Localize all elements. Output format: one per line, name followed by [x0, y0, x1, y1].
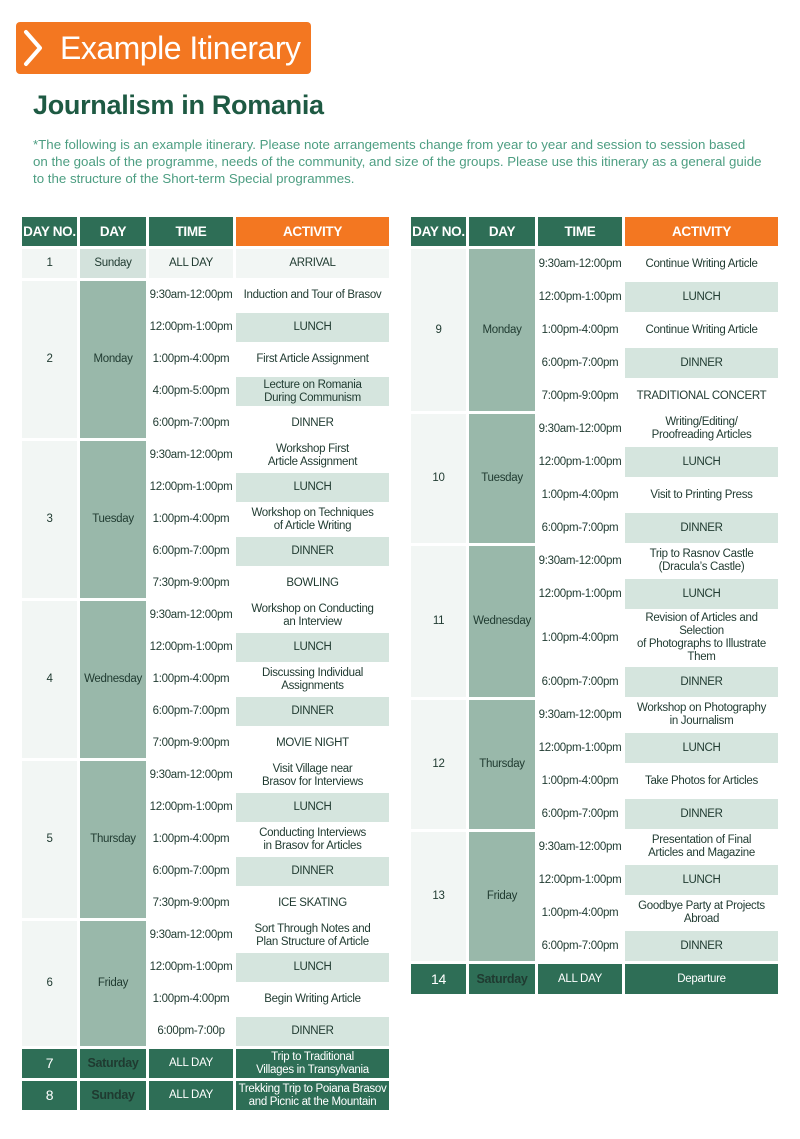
table-row	[411, 249, 778, 279]
table-row	[22, 601, 389, 630]
activity-cell	[236, 345, 389, 374]
day-number-cell: 2	[22, 281, 77, 438]
activity-cell	[625, 447, 778, 477]
time-cell: 6:00pm-7:00pm	[538, 799, 622, 829]
day-number-cell: 13	[411, 832, 466, 961]
table-row	[22, 377, 389, 406]
table-row	[22, 857, 389, 886]
time-cell: 9:30am-12:00pm	[538, 832, 622, 862]
activity-cell	[236, 633, 389, 662]
activity-cell	[236, 249, 389, 278]
activity-line: LUNCH	[293, 961, 332, 973]
header-time: TIME	[149, 217, 233, 246]
activity-cell	[236, 1017, 389, 1046]
day-number-cell: 8	[22, 1081, 77, 1110]
activity-cell	[236, 857, 389, 886]
activity-line: BOWLING	[286, 577, 339, 589]
table-row	[22, 985, 389, 1014]
day-name-cell: Wednesday	[469, 546, 535, 697]
header-day-no: DAY NO.	[22, 217, 77, 246]
day-number-cell: 6	[22, 921, 77, 1046]
time-cell: 7:00pm-9:00pm	[538, 381, 622, 411]
time-cell: ALL DAY	[149, 1081, 233, 1110]
activity-line: MOVIE NIGHT	[276, 737, 349, 749]
activity-cell	[625, 700, 778, 730]
activity-cell	[236, 921, 389, 950]
day-name-cell: Thursday	[469, 700, 535, 829]
day-name-cell: Saturday	[80, 1049, 146, 1078]
activity-line: Workshop on Techniques	[251, 506, 374, 519]
activity-cell	[625, 414, 778, 444]
activity-line: Plan Structure of Article	[256, 935, 369, 948]
time-cell: 6:00pm-7:00pm	[149, 409, 233, 438]
activity-line: During Communism	[264, 391, 361, 404]
activity-line: DINNER	[291, 705, 334, 717]
time-cell: 12:00pm-1:00pm	[538, 865, 622, 895]
activity-cell	[236, 377, 389, 406]
day-number-cell: 4	[22, 601, 77, 758]
table-row	[22, 1049, 389, 1078]
table-row	[22, 281, 389, 310]
activity-cell	[625, 282, 778, 312]
time-cell: 1:00pm-4:00pm	[149, 825, 233, 854]
time-cell: 12:00pm-1:00pm	[149, 313, 233, 342]
activity-line: Brasov for Interviews	[261, 775, 364, 788]
activity-cell	[236, 825, 389, 854]
time-cell: 1:00pm-4:00pm	[538, 898, 622, 928]
table-row	[411, 315, 778, 345]
activity-line: Visit to Printing Press	[650, 488, 753, 501]
time-cell: 9:30am-12:00pm	[538, 700, 622, 730]
time-cell: 1:00pm-4:00pm	[538, 766, 622, 796]
time-cell: 12:00pm-1:00pm	[538, 579, 622, 609]
time-cell: ALL DAY	[149, 1049, 233, 1078]
activity-cell	[236, 697, 389, 726]
activity-line: Article Assignment	[267, 455, 358, 468]
time-cell: 6:00pm-7:00pm	[149, 537, 233, 566]
time-cell: 1:00pm-4:00pm	[538, 315, 622, 345]
time-cell: 6:00pm-7:00pm	[149, 857, 233, 886]
activity-line: Presentation of Final	[651, 834, 752, 846]
activity-line: Revision of Articles and Selection	[645, 612, 758, 637]
table-row	[411, 612, 778, 664]
time-cell: 9:30am-12:00pm	[149, 921, 233, 950]
time-cell: 9:30am-12:00pm	[538, 414, 622, 444]
day-number-cell: 9	[411, 249, 466, 411]
header-activity: ACTIVITY	[236, 217, 389, 246]
activity-cell	[236, 441, 389, 470]
activity-line: Sort Through Notes and	[254, 922, 371, 935]
activity-cell	[625, 480, 778, 510]
table-row	[411, 513, 778, 543]
table-row	[411, 700, 778, 730]
activity-line: ICE SKATING	[278, 897, 347, 909]
header-time: TIME	[538, 217, 622, 246]
activity-cell	[236, 1049, 389, 1078]
time-cell: 4:00pm-5:00pm	[149, 377, 233, 406]
day-number-cell: 10	[411, 414, 466, 543]
table-row	[22, 313, 389, 342]
activity-line: Proofreading Articles	[651, 429, 752, 441]
day-number-cell: 3	[22, 441, 77, 598]
chevron-right-icon	[18, 28, 48, 68]
time-cell: ALL DAY	[149, 249, 233, 278]
activity-line: DINNER	[680, 521, 723, 534]
activity-line: in Journalism	[669, 715, 734, 727]
time-cell: 6:00pm-7:00pm	[538, 513, 622, 543]
time-cell: 12:00pm-1:00pm	[149, 953, 233, 982]
activity-line: LUNCH	[293, 321, 332, 333]
activity-cell	[236, 313, 389, 342]
time-cell: 9:30am-12:00pm	[149, 601, 233, 630]
activity-line: First Article Assignment	[256, 353, 369, 365]
activity-cell	[625, 799, 778, 829]
time-cell: 6:00pm-7:00pm	[149, 697, 233, 726]
activity-line: DINNER	[291, 1025, 334, 1037]
day-number-cell: 5	[22, 761, 77, 918]
table-row	[22, 953, 389, 982]
time-cell: 1:00pm-4:00pm	[538, 612, 622, 664]
time-cell: 12:00pm-1:00pm	[538, 447, 622, 477]
time-cell: 9:30am-12:00pm	[149, 441, 233, 470]
activity-cell	[625, 733, 778, 763]
activity-line: LUNCH	[682, 290, 721, 303]
table-row	[22, 889, 389, 918]
day-name-cell: Sunday	[80, 249, 146, 278]
time-cell: 12:00pm-1:00pm	[538, 733, 622, 763]
time-cell: 12:00pm-1:00pm	[149, 793, 233, 822]
activity-cell	[236, 1081, 389, 1110]
time-cell: 6:00pm-7:00pm	[538, 931, 622, 961]
time-cell: 6:00pm-7:00pm	[538, 667, 622, 697]
activity-line: Goodbye Party at Projects Abroad	[638, 900, 765, 925]
time-cell: 7:30pm-9:00pm	[149, 889, 233, 918]
activity-line: DINNER	[680, 939, 723, 952]
activity-line: LUNCH	[682, 741, 721, 754]
activity-line: Trekking Trip to Poiana Brasov	[238, 1082, 387, 1095]
table-row	[22, 697, 389, 726]
activity-line: an Interview	[283, 615, 342, 628]
time-cell: 1:00pm-4:00pm	[149, 665, 233, 694]
table-row	[22, 441, 389, 470]
day-name-cell: Tuesday	[469, 414, 535, 543]
itinerary-table-right	[408, 214, 781, 997]
activity-cell	[625, 381, 778, 411]
activity-line: of Photographs to Illustrate Them	[636, 638, 767, 663]
time-cell: 1:00pm-4:00pm	[149, 345, 233, 374]
day-name-cell: Tuesday	[80, 441, 146, 598]
activity-line: Writing/Editing/	[665, 416, 738, 428]
activity-line: (Dracula’s Castle)	[658, 561, 745, 573]
activity-line: LUNCH	[293, 801, 332, 813]
activity-line: Workshop on Photography	[636, 702, 767, 714]
itinerary-table-left	[19, 214, 392, 1113]
day-name-cell: Friday	[80, 921, 146, 1046]
table-row	[22, 1081, 389, 1110]
activity-cell	[236, 761, 389, 790]
activity-cell	[236, 569, 389, 598]
activity-line: LUNCH	[293, 481, 332, 493]
table-row	[22, 825, 389, 854]
table-row	[411, 865, 778, 895]
activity-cell	[236, 281, 389, 310]
day-number-cell: 12	[411, 700, 466, 829]
time-cell: ALL DAY	[538, 964, 622, 994]
time-cell: 7:30pm-9:00pm	[149, 569, 233, 598]
activity-line: DINNER	[680, 675, 723, 688]
header-activity: ACTIVITY	[625, 217, 778, 246]
activity-line: Trip to Traditional	[271, 1050, 354, 1063]
activity-cell	[625, 513, 778, 543]
table-row	[22, 729, 389, 758]
activity-line: DINNER	[680, 356, 723, 369]
day-name-cell: Monday	[469, 249, 535, 411]
time-cell: 9:30am-12:00pm	[538, 249, 622, 279]
table-row	[411, 381, 778, 411]
day-number-cell: 7	[22, 1049, 77, 1078]
activity-cell	[625, 579, 778, 609]
table-row	[411, 964, 778, 994]
activity-cell	[236, 985, 389, 1014]
activity-line: Visit Village near	[272, 762, 353, 775]
activity-cell	[625, 348, 778, 378]
time-cell: 7:00pm-9:00pm	[149, 729, 233, 758]
day-name-cell: Sunday	[80, 1081, 146, 1110]
day-name-cell: Friday	[469, 832, 535, 961]
activity-line: Trip to Rasnov Castle	[649, 548, 754, 560]
title-banner	[16, 22, 311, 74]
activity-line: ARRIVAL	[289, 257, 336, 269]
table-row	[411, 348, 778, 378]
table-row	[22, 921, 389, 950]
activity-line: Induction and Tour of Brasov	[243, 289, 382, 301]
table-row	[22, 473, 389, 502]
activity-cell	[625, 964, 778, 994]
time-cell: 12:00pm-1:00pm	[149, 633, 233, 662]
activity-line: Continue Writing Article	[645, 323, 758, 336]
time-cell: 6:00pm-7:00p	[149, 1017, 233, 1046]
table-row	[411, 480, 778, 510]
table-row	[22, 537, 389, 566]
header-day-no: DAY NO.	[411, 217, 466, 246]
activity-line: Workshop First	[276, 442, 349, 455]
time-cell: 12:00pm-1:00pm	[538, 282, 622, 312]
activity-cell	[625, 612, 778, 664]
day-name-cell: Wednesday	[80, 601, 146, 758]
day-number-cell: 1	[22, 249, 77, 278]
activity-cell	[236, 601, 389, 630]
time-cell: 1:00pm-4:00pm	[149, 505, 233, 534]
time-cell: 9:30am-12:00pm	[538, 546, 622, 576]
activity-line: Continue Writing Article	[645, 257, 758, 270]
page-title: Journalism in Romania	[33, 90, 324, 120]
activity-cell	[625, 865, 778, 895]
activity-line: Assignments	[281, 679, 344, 692]
activity-line: LUNCH	[682, 873, 721, 886]
time-cell: 9:30am-12:00pm	[149, 281, 233, 310]
time-cell: 9:30am-12:00pm	[149, 761, 233, 790]
activity-line: in Brasov for Articles	[263, 839, 362, 852]
table-row	[411, 579, 778, 609]
day-number-cell: 11	[411, 546, 466, 697]
activity-line: Workshop on Conducting	[251, 602, 374, 615]
table-row	[411, 931, 778, 961]
table-row	[22, 793, 389, 822]
table-row	[411, 447, 778, 477]
table-row	[22, 249, 389, 278]
activity-line: Lecture on Romania	[263, 378, 362, 391]
table-row	[411, 832, 778, 862]
header-day: DAY	[80, 217, 146, 246]
activity-cell	[625, 315, 778, 345]
activity-cell	[236, 729, 389, 758]
activity-line: TRADITIONAL CONCERT	[636, 389, 767, 402]
table-row	[411, 766, 778, 796]
activity-line: Departure	[677, 972, 726, 985]
activity-cell	[236, 473, 389, 502]
activity-line: DINNER	[291, 417, 334, 429]
table-row	[411, 546, 778, 576]
table-row	[22, 633, 389, 662]
activity-line: DINNER	[291, 865, 334, 877]
activity-cell	[236, 793, 389, 822]
table-row	[411, 667, 778, 697]
activity-cell	[625, 931, 778, 961]
table-row	[22, 1017, 389, 1046]
activity-cell	[236, 953, 389, 982]
time-cell: 1:00pm-4:00pm	[538, 480, 622, 510]
table-row	[22, 665, 389, 694]
activity-line: DINNER	[291, 545, 334, 557]
day-number-cell: 14	[411, 964, 466, 994]
activity-line: Articles and Magazine	[648, 847, 755, 859]
activity-line: DINNER	[680, 807, 723, 820]
activity-cell	[236, 665, 389, 694]
time-cell: 1:00pm-4:00pm	[149, 985, 233, 1014]
activity-cell	[625, 667, 778, 697]
time-cell: 12:00pm-1:00pm	[149, 473, 233, 502]
intro-note: *The following is an example itinerary. Please note arrangements change from year to year and session to session based on the goals of the programme, needs of the community, and size of the groups. Please use this itinerary as a general guide to the structure of the Short-term Special programmes.	[33, 137, 762, 186]
activity-line: LUNCH	[682, 455, 721, 468]
activity-line: Take Photos for Articles	[645, 774, 758, 787]
activity-cell	[236, 537, 389, 566]
day-name-cell: Monday	[80, 281, 146, 438]
activity-line: LUNCH	[293, 641, 332, 653]
table-header-row	[22, 217, 389, 246]
activity-line: Begin Writing Article	[264, 993, 361, 1005]
table-row	[411, 799, 778, 829]
activity-line: Villages in Transylvania	[256, 1063, 369, 1076]
day-name-cell: Saturday	[469, 964, 535, 994]
table-row	[411, 898, 778, 928]
table-header-row	[411, 217, 778, 246]
table-row	[411, 414, 778, 444]
activity-cell	[236, 505, 389, 534]
header-day: DAY	[469, 217, 535, 246]
table-row	[22, 569, 389, 598]
activity-line: of Article Writing	[273, 519, 352, 532]
activity-cell	[625, 546, 778, 576]
activity-cell	[625, 766, 778, 796]
activity-line: LUNCH	[682, 587, 721, 600]
activity-cell	[625, 832, 778, 862]
activity-line: and Picnic at the Mountain	[248, 1095, 377, 1108]
table-row	[22, 505, 389, 534]
activity-cell	[625, 249, 778, 279]
activity-cell	[236, 409, 389, 438]
table-row	[411, 282, 778, 312]
table-row	[22, 761, 389, 790]
table-row	[22, 345, 389, 374]
day-name-cell: Thursday	[80, 761, 146, 918]
activity-cell	[236, 889, 389, 918]
table-row	[411, 733, 778, 763]
table-row	[22, 409, 389, 438]
activity-line: Conducting Interviews	[259, 826, 366, 839]
banner-title: Example Itinerary	[60, 30, 301, 66]
time-cell: 6:00pm-7:00pm	[538, 348, 622, 378]
activity-line: Discussing Individual	[261, 666, 364, 679]
activity-cell	[625, 898, 778, 928]
